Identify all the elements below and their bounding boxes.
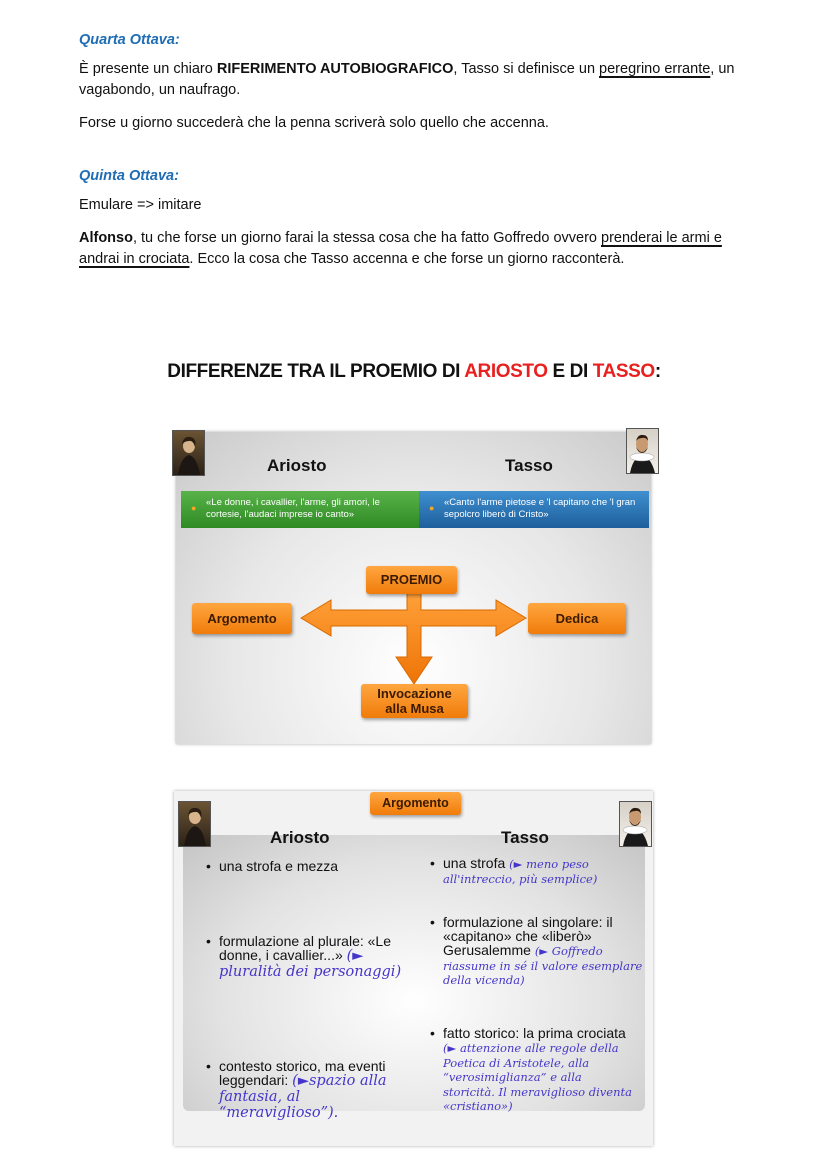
ariosto-point-2: • formulazione al plurale: «Le donne, i cavallier...» (► pluralità dei personaggi) — [206, 933, 402, 980]
text-run: , un vagabondo, un naufrago. — [79, 61, 735, 98]
title-tasso: TASSO — [592, 361, 655, 382]
tasso-point-1: • una strofa (► meno peso all'intreccio, più semplice) — [430, 855, 598, 886]
tasso-portrait — [619, 801, 652, 847]
tasso-point-text: fatto storico: la prima crociata — [443, 1025, 626, 1041]
quinta-ottava-heading: Quinta Ottava: — [79, 168, 179, 184]
text-run: , Tasso si definisce un — [453, 61, 600, 77]
tasso-quote: «Canto l'arme pietose e 'l capitano che 'l gran sepolcro liberò di Cristo» — [444, 497, 636, 520]
slide2-tasso-title: Tasso — [501, 828, 549, 847]
tasso-quote-bar: ● «Canto l'arme pietose e 'l capitano che 'l gran sepolcro liberò di Cristo» — [419, 491, 649, 528]
argomento-box: Argomento — [192, 603, 292, 634]
tasso-point-text: formulazione al singolare: il «capitano» che «liberò» Gerusalemme — [443, 914, 613, 958]
slide1-ariosto-title: Ariosto — [267, 456, 327, 475]
title-ariosto: ARIOSTO — [464, 361, 548, 382]
tasso-point-note: (► meno peso all'intreccio, più semplice) — [443, 857, 598, 886]
text-run: È presente un chiaro — [79, 61, 217, 77]
quarta-ottava-heading: Quarta Ottava: — [79, 32, 180, 48]
ariosto-point-text: contesto storico, ma eventi leggendari: — [219, 1058, 386, 1088]
text-run: , tu che forse un giorno farai la stessa cosa che ha fatto Goffredo ovvero — [132, 230, 601, 246]
ariosto-point-note: (►spazio alla fantasia, al “meraviglioso”). — [219, 1073, 387, 1121]
title-run: E DI — [547, 361, 593, 382]
tasso-point-note: (► attenzione alle regole della Poetica di Aristotele, alla “verosimiglianza” e alla storicità. Il meraviglioso diventa «cristiano») — [443, 1041, 632, 1113]
title-run: : — [654, 361, 661, 382]
ariosto-point-1: • una strofa e mezza — [206, 858, 339, 874]
quinta-paragraph-2 — [79, 228, 754, 270]
quarta-paragraph-1 — [79, 59, 754, 101]
ariosto-point-3: • contesto storico, ma eventi leggendari: (►spazio alla fantasia, al “meraviglioso”). — [206, 1058, 387, 1121]
differenze-title — [0, 361, 828, 383]
underlined-run: prenderai le armi e andrai in crociata — [79, 230, 722, 267]
ariosto-point-note: (► pluralità dei personaggi) — [219, 948, 402, 980]
ariosto-point-text: formulazione al plurale: «Le donne, i cavallier...» — [219, 933, 391, 963]
quarta-paragraph-2: Forse u giorno succederà che la penna scriverà solo quello che accenna. — [79, 115, 549, 131]
tasso-point-text: una strofa — [443, 855, 506, 871]
invocazione-box — [361, 684, 468, 718]
slide1-tasso-title: Tasso — [505, 456, 553, 475]
tasso-point-2: • formulazione al singolare: il «capitano» che «liberò» Gerusalemme (► Goffredo riassume in sé il valore esemplare della vicenda) — [430, 914, 643, 987]
ariosto-point-text: una strofa e mezza — [219, 858, 339, 874]
proemio-box: PROEMIO — [366, 566, 457, 594]
slide2-ariosto-title: Ariosto — [270, 828, 330, 847]
argomento-tag: Argomento — [370, 792, 461, 815]
proemio-slide — [176, 432, 651, 744]
invocazione-line-2: alla Musa — [385, 701, 444, 716]
document-body — [79, 30, 754, 282]
bold-run: Alfonso — [79, 230, 133, 246]
ariosto-portrait — [178, 801, 211, 847]
quinta-paragraph-1: Emulare => imitare — [79, 197, 202, 213]
tasso-point-note: (► Goffredo riassume in sé il valore esemplare della vicenda) — [443, 944, 643, 987]
title-run: DIFFERENZE TRA IL PROEMIO DI — [167, 361, 465, 382]
dedica-box: Dedica — [528, 603, 626, 634]
invocazione-line-1: Invocazione — [377, 686, 452, 701]
tasso-point-3: • fatto storico: la prima crociata (► attenzione alle regole della Poetica di Aristotele, alla “verosimiglianza” e alla storicità. Il meraviglioso diventa «cristiano») — [430, 1025, 632, 1113]
underlined-run: peregrino errante — [599, 61, 711, 77]
ariosto-quote: «Le donne, i cavallier, l'arme, gli amori, le cortesie, l'audaci imprese io canto» — [206, 497, 380, 520]
bold-run: RIFERIMENTO AUTOBIOGRAFICO — [216, 61, 454, 77]
text-run: . Ecco la cosa che Tasso accenna e che forse un giorno racconterà. — [189, 251, 625, 267]
ariosto-quote-bar: ● «Le donne, i cavallier, l'arme, gli amori, le cortesie, l'audaci imprese io canto» — [181, 491, 419, 528]
argomento-slide — [174, 791, 653, 1146]
